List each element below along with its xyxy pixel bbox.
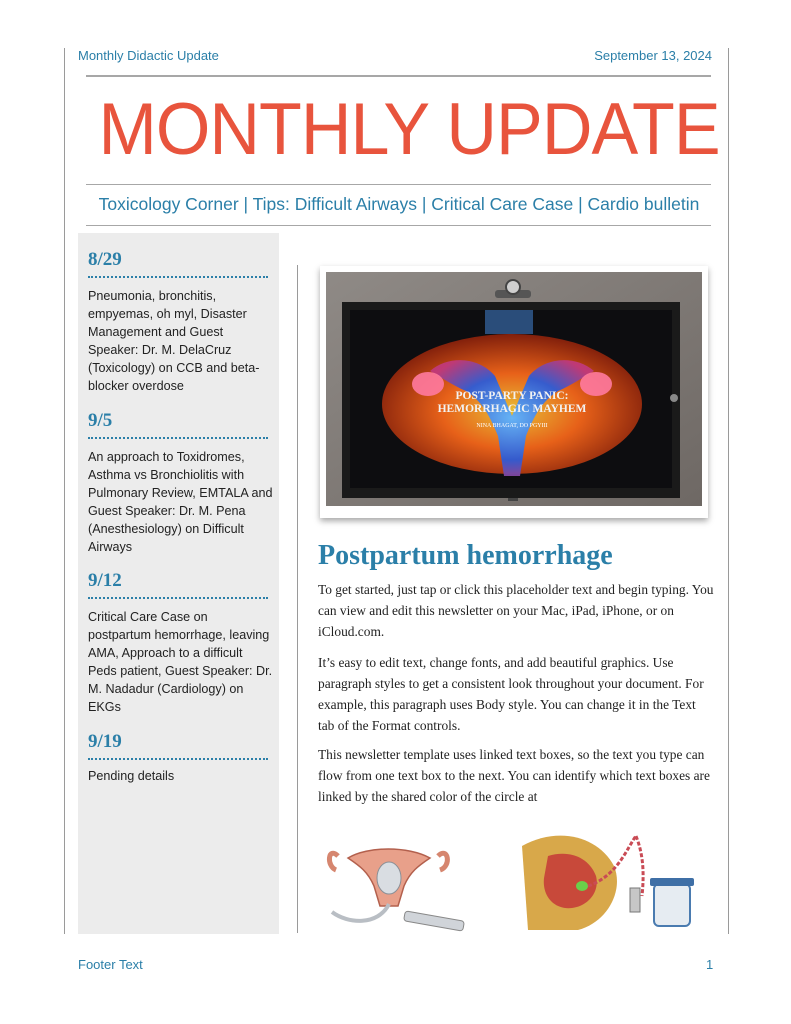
header-rule [86, 75, 711, 77]
presentation-photo [320, 266, 708, 518]
page-left-border [64, 48, 65, 934]
topics-top-rule [86, 184, 711, 185]
balloon-tamponade-illustration [318, 826, 474, 934]
sidebar-divider [88, 276, 268, 278]
column-divider [297, 265, 298, 933]
presentation-photo-image [320, 266, 708, 518]
sidebar-entry-text: An approach to Toxidromes, Asthma vs Bronchiolitis with Pulmonary Review, EMTALA and Guest Speaker: Dr. M. Pena (Anesthesiology) on Difficult Airways [88, 450, 273, 554]
header-date: September 13, 2024 [594, 48, 712, 63]
slide-title-2: HEMORRHAGIC MAYHEM [437, 403, 587, 415]
sidebar-divider [88, 597, 268, 599]
slide-author: NINA BHAGAT, DO PGYIII [476, 423, 548, 429]
sidebar-divider [88, 437, 268, 439]
article-heading: Postpartum hemorrhage [318, 540, 613, 571]
sidebar-date: 9/5 [88, 410, 113, 431]
article-paragraph: It’s easy to edit text, change fonts, and add beautiful graphics. Use paragraph styles to get a consistent look throughout your document. For example, this paragraph uses Body style. You can change it in the Text tab of the Format controls. [318, 655, 704, 733]
slide-title-1: POST-PARTY PANIC: [455, 390, 569, 402]
uterine-device-illustration [518, 826, 698, 934]
page-right-border [728, 48, 729, 934]
article-paragraph: To get started, just tap or click this placeholder text and begin typing. You can view and edit this newsletter on your Mac, iPad, iPhone, or on iCloud.com. [318, 582, 714, 639]
sidebar-entry-text: Critical Care Case on postpartum hemorrhage, leaving AMA, Approach to a difficult Peds patient, Guest Speaker: Dr. M. Nadadur (Cardiology) on EKGs [88, 610, 273, 714]
topics-bar: Toxicology Corner | Tips: Difficult Airways | Critical Care Case | Cardio bulletin [98, 194, 700, 214]
topics-bottom-rule [86, 225, 711, 226]
sidebar-entry-text: Pneumonia, bronchitis, empyemas, oh myl, Disaster Management and Guest Speaker: Dr. M. DelaCruz (Toxicology) on CCB and beta-blocker overdose [88, 289, 260, 393]
footer-text: Footer Text [78, 957, 143, 972]
sidebar-divider [88, 758, 268, 760]
page-title: MONTHLY UPDATE [98, 89, 720, 170]
page-number: 1 [706, 957, 714, 972]
sidebar-date: 9/12 [88, 570, 122, 591]
article-paragraph: This newsletter template uses linked text boxes, so the text you type can flow from one text box to the next. You can identify which text boxes are linked by the shared color of the circle at [318, 747, 710, 804]
header-left-text: Monthly Didactic Update [78, 48, 219, 63]
sidebar-date: 9/19 [88, 731, 122, 752]
sidebar-entry-text: Pending details [88, 769, 175, 783]
sidebar-date: 8/29 [88, 249, 122, 270]
